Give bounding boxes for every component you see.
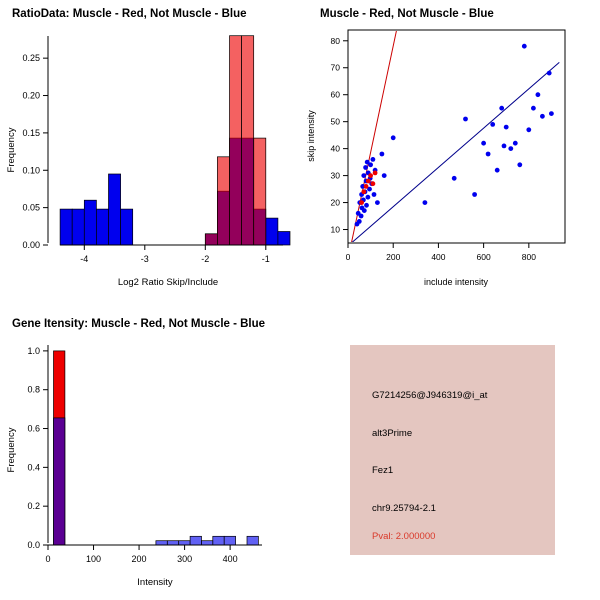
- svg-text:10: 10: [330, 224, 340, 235]
- ratio-histogram-ylabel: Frequency: [6, 127, 17, 173]
- svg-text:-3: -3: [140, 254, 149, 264]
- svg-text:0.20: 0.20: [22, 90, 40, 101]
- svg-text:0: 0: [345, 252, 351, 262]
- gene-histogram-ylabel: Frequency: [6, 427, 17, 473]
- svg-text:0.05: 0.05: [22, 202, 40, 213]
- scatter-title: Muscle - Red, Not Muscle - Blue: [320, 8, 494, 20]
- info-line-gene: Fez1: [372, 465, 394, 476]
- gene-histogram-svg: [0, 300, 300, 600]
- svg-text:800: 800: [521, 252, 536, 262]
- info-line-probeset: G7214256@J946319@i_at: [372, 390, 488, 401]
- svg-text:300: 300: [177, 554, 193, 564]
- ratio-histogram-svg: [0, 0, 300, 300]
- svg-text:30: 30: [330, 170, 340, 181]
- svg-text:0.15: 0.15: [22, 127, 40, 138]
- ratio-histogram-xlabel: Log2 Ratio Skip/Include: [117, 277, 219, 288]
- svg-text:600: 600: [476, 252, 491, 262]
- svg-text:0.00: 0.00: [22, 240, 40, 250]
- gene-histogram-title: Gene Itensity: Muscle - Red, Not Muscle - Blue: [12, 318, 266, 330]
- scatter-svg: [300, 0, 600, 300]
- svg-text:400: 400: [222, 554, 238, 564]
- scatter-ylabel: skip intensity: [306, 110, 316, 162]
- svg-text:1.0: 1.0: [27, 345, 40, 356]
- info-line-event-type: alt3Prime: [372, 428, 413, 439]
- svg-text:0.8: 0.8: [27, 384, 40, 395]
- panel-gene-histogram: [0, 300, 300, 600]
- gene-histogram-xlabel: Intensity: [137, 577, 173, 588]
- panel-ratio-histogram: [0, 0, 300, 300]
- scatter-xlabel: include intensity: [423, 277, 489, 287]
- svg-text:200: 200: [386, 252, 401, 262]
- svg-text:0.10: 0.10: [22, 165, 40, 176]
- svg-text:-4: -4: [80, 254, 89, 264]
- svg-text:70: 70: [330, 62, 340, 73]
- info-line-pval: Pval: 2.000000: [372, 531, 436, 542]
- svg-text:0: 0: [45, 554, 51, 564]
- svg-text:200: 200: [131, 554, 147, 564]
- svg-text:0.2: 0.2: [27, 501, 40, 512]
- svg-text:60: 60: [330, 89, 340, 100]
- svg-text:0.25: 0.25: [22, 53, 40, 64]
- svg-text:-2: -2: [201, 254, 210, 264]
- info-line-locus: chr9.25794-2.1: [372, 503, 436, 514]
- svg-text:20: 20: [330, 197, 340, 208]
- svg-text:-1: -1: [261, 254, 270, 264]
- svg-text:0.4: 0.4: [27, 462, 40, 473]
- panel-scatter: [300, 0, 600, 300]
- svg-text:100: 100: [86, 554, 102, 564]
- ratio-histogram-title: RatioData: Muscle - Red, Not Muscle - Blue: [12, 8, 247, 20]
- svg-text:50: 50: [330, 116, 340, 127]
- svg-text:80: 80: [330, 35, 340, 46]
- svg-text:0.6: 0.6: [27, 423, 40, 434]
- svg-text:40: 40: [330, 143, 340, 154]
- annotation-info-box: [350, 345, 555, 555]
- svg-text:400: 400: [431, 252, 446, 262]
- svg-text:0.0: 0.0: [27, 540, 40, 550]
